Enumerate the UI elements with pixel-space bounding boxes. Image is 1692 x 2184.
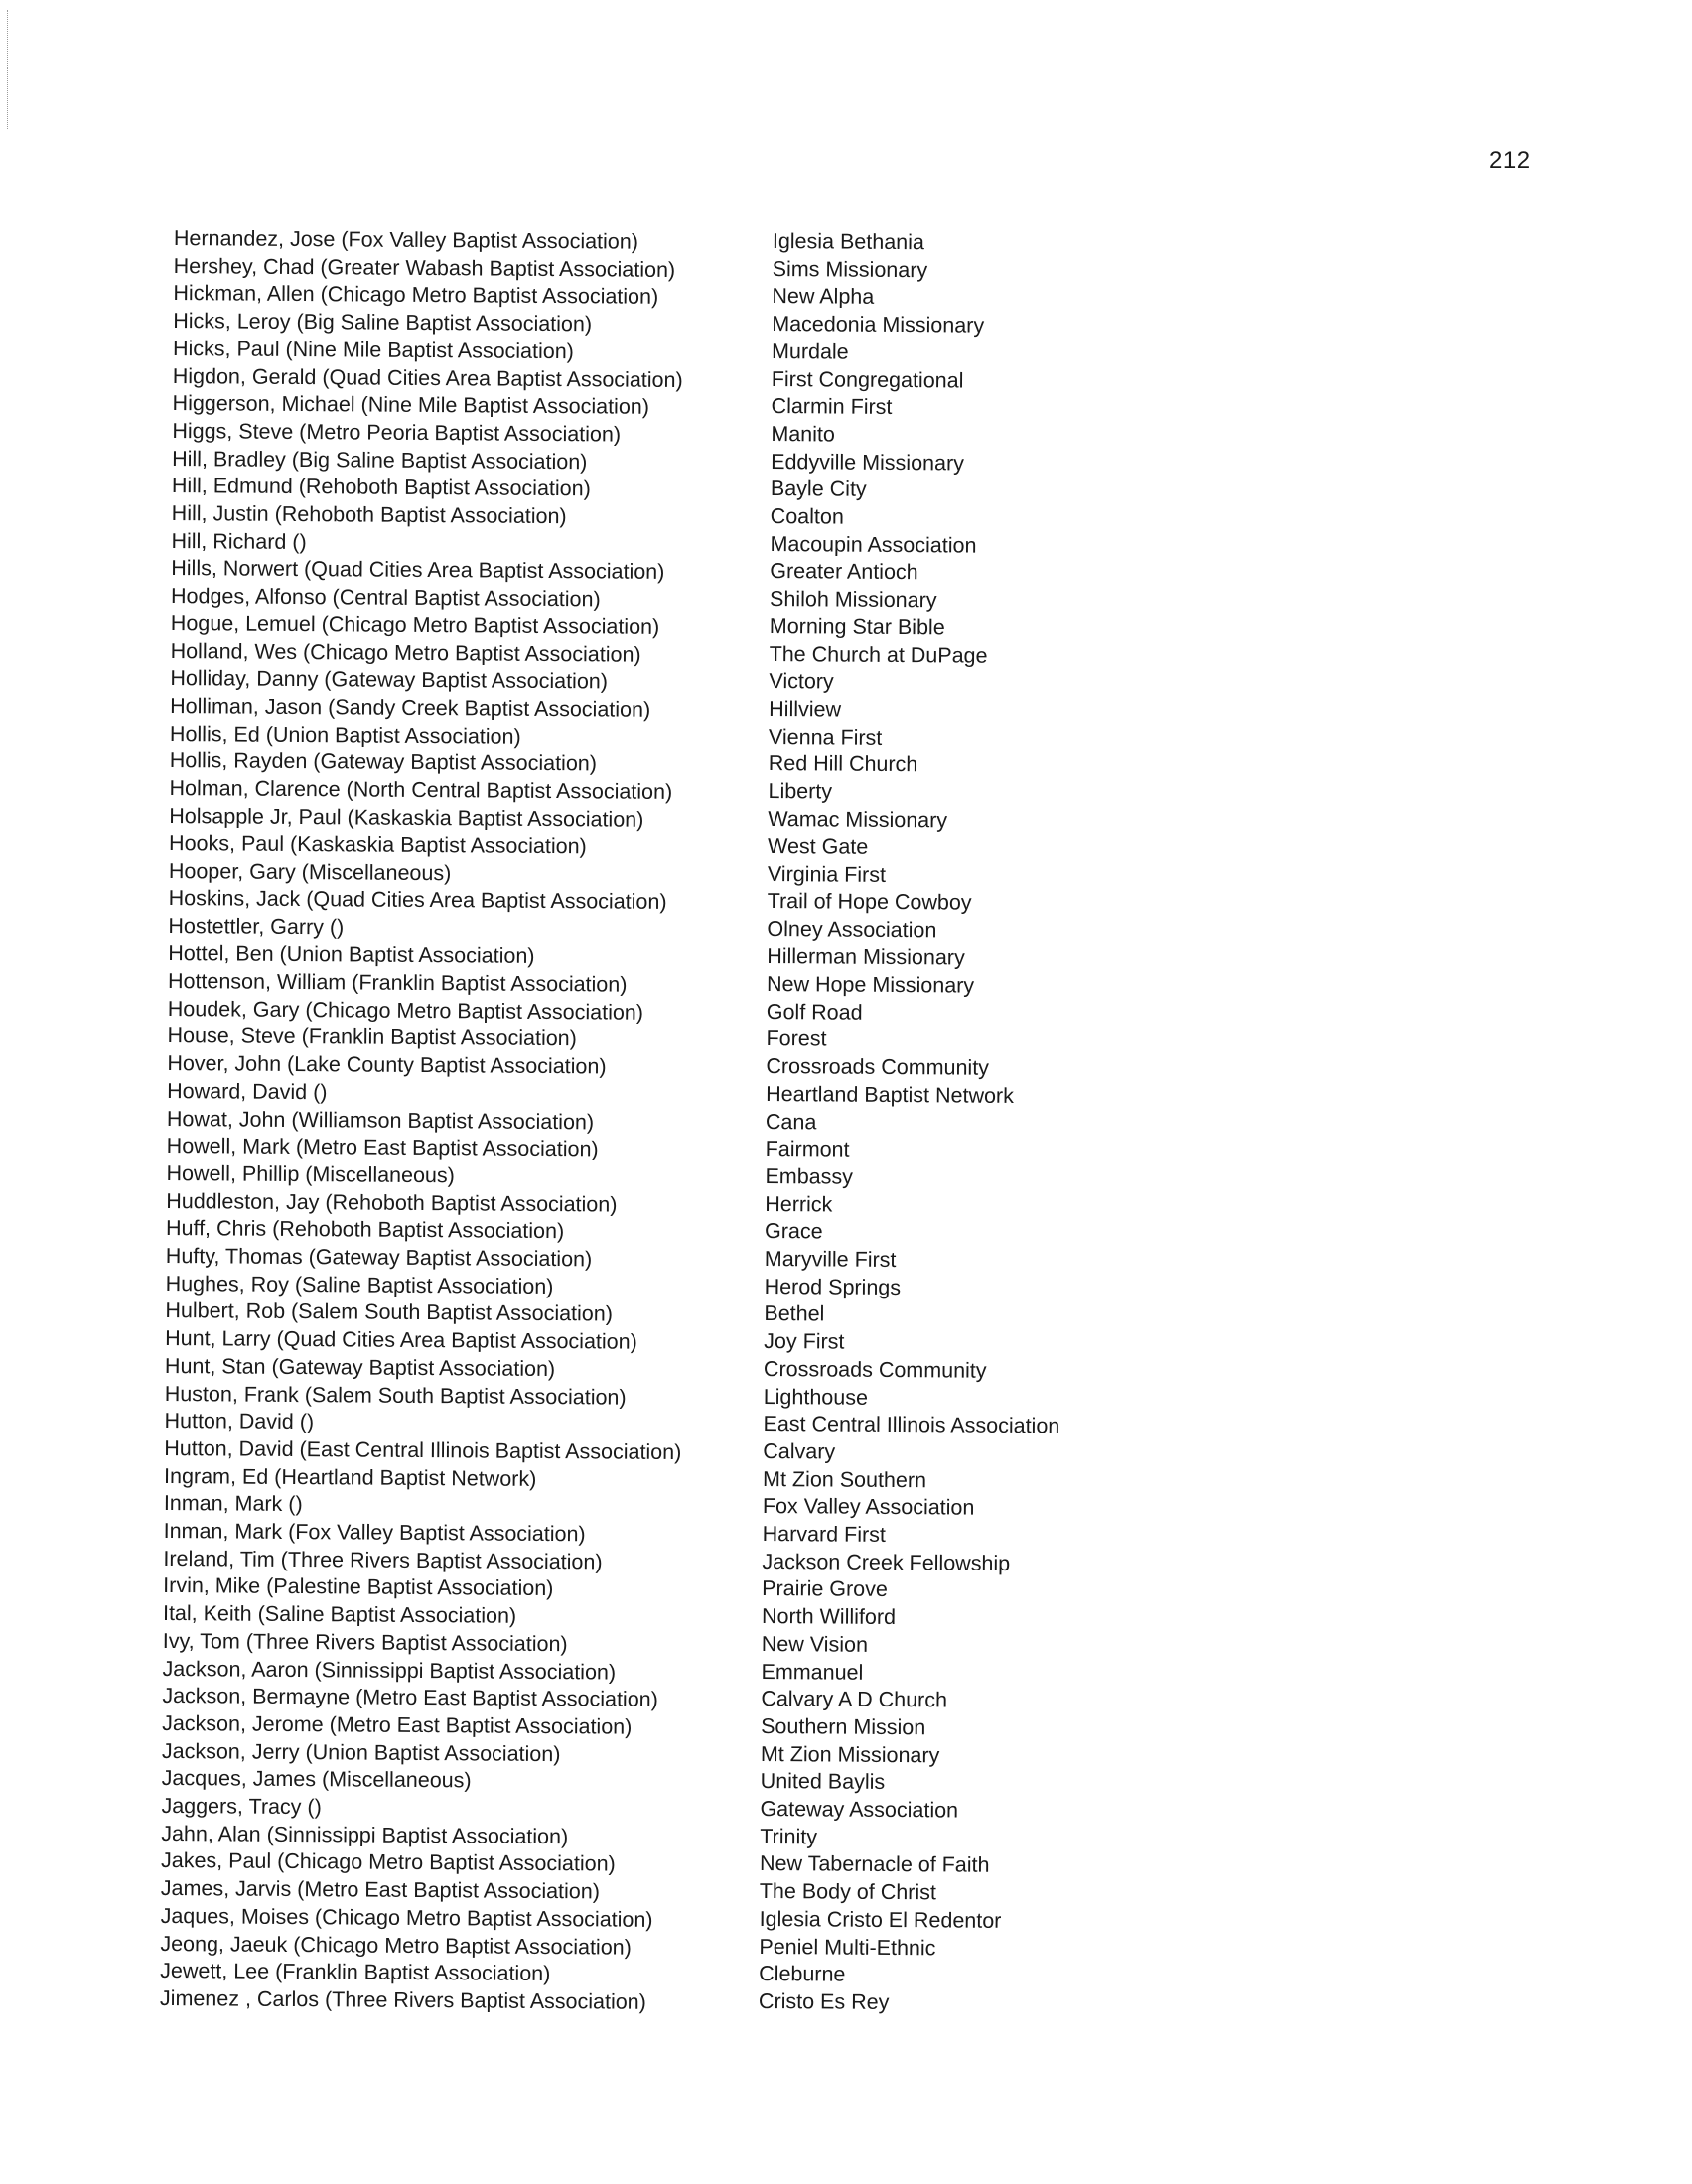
name-entry: Higgs, Steve (Metro Peoria Baptist Association): [172, 418, 622, 447]
name-entry: Hill, Richard (): [171, 528, 307, 554]
name-entry: Howard, David (): [167, 1078, 328, 1105]
name-entry: Jeong, Jaeuk (Chicago Metro Baptist Association): [160, 1931, 632, 1960]
church-entry: Peniel Multi-Ethnic: [759, 1934, 936, 1960]
church-entry: Crossroads Community: [766, 1054, 990, 1080]
church-entry: Red Hill Church: [768, 751, 918, 777]
name-entry: Huston, Frank (Salem South Baptist Association): [164, 1381, 627, 1410]
names-column: [160, 225, 691, 2017]
church-entry: Forest: [766, 1026, 827, 1051]
name-entry: Higdon, Gerald (Quad Cities Area Baptist Association): [172, 363, 683, 392]
name-entry: Jackson, Jerome (Metro East Baptist Association): [162, 1710, 633, 1739]
name-entry: Hunt, Stan (Gateway Baptist Association): [164, 1353, 556, 1381]
church-entry: The Church at DuPage: [769, 641, 988, 668]
church-entry: Hillerman Missionary: [767, 944, 965, 970]
church-entry: Trinity: [760, 1824, 818, 1849]
name-entry: Hutton, David (): [164, 1409, 315, 1434]
name-entry: Jahn, Alan (Sinnissippi Baptist Association): [161, 1821, 569, 1848]
name-entry: Irvin, Mike (Palestine Baptist Association): [163, 1573, 554, 1601]
church-entry: Fox Valley Association: [762, 1494, 975, 1520]
name-entry: Hill, Edmund (Rehoboth Baptist Association): [171, 474, 591, 501]
name-entry: Hottenson, William (Franklin Baptist Association): [167, 968, 628, 997]
name-entry: Jackson, Aaron (Sinnissippi Baptist Association): [162, 1656, 617, 1685]
name-entry: Holliday, Danny (Gateway Baptist Association): [170, 666, 609, 694]
church-entry: Victory: [769, 669, 834, 694]
church-entry: Cleburne: [759, 1962, 846, 1986]
church-entry: United Baylis: [760, 1769, 886, 1795]
church-entry: East Central Illinois Association: [763, 1412, 1060, 1438]
name-entry: Jimenez , Carlos (Three Rivers Baptist Association): [159, 1985, 646, 2014]
church-entry: Macedonia Missionary: [772, 312, 985, 338]
name-entry: Ireland, Tim (Three Rivers Baptist Association): [163, 1546, 603, 1574]
church-entry: Crossroads Community: [763, 1356, 987, 1383]
church-entry: New Hope Missionary: [766, 971, 975, 998]
name-entry: Hostettler, Garry (): [168, 913, 345, 939]
name-entry: Huff, Chris (Rehoboth Baptist Association): [165, 1216, 565, 1244]
church-entry: Iglesia Bethania: [772, 228, 924, 255]
name-entry: Hernandez, Jose (Fox Valley Baptist Association): [173, 225, 639, 254]
name-entry: Hollis, Rayden (Gateway Baptist Association): [169, 749, 598, 776]
church-entry: Calvary: [763, 1438, 836, 1464]
church-entry: Grace: [764, 1219, 823, 1244]
church-entry: Macoupin Association: [770, 531, 977, 558]
church-entry: Olney Association: [767, 916, 937, 942]
name-entry: Hollis, Ed (Union Baptist Association): [169, 721, 521, 749]
churches-column: [759, 228, 1069, 2018]
church-entry: Jackson Creek Fellowship: [762, 1549, 1011, 1575]
name-entry: Jackson, Jerry (Union Baptist Association): [161, 1738, 561, 1766]
page-number: 212: [1489, 147, 1531, 174]
name-entry: Howell, Mark (Metro East Baptist Association): [166, 1134, 599, 1161]
name-entry: James, Jarvis (Metro East Baptist Association): [160, 1876, 601, 1904]
name-entry: Holland, Wes (Chicago Metro Baptist Association): [170, 638, 641, 667]
church-entry: Embassy: [765, 1163, 854, 1189]
name-entry: Jewett, Lee (Franklin Baptist Association): [160, 1959, 551, 1986]
church-entry: Murdale: [771, 339, 849, 364]
church-entry: Herod Springs: [764, 1274, 902, 1299]
church-entry: Mt Zion Southern: [763, 1466, 927, 1492]
church-entry: Manito: [771, 421, 836, 447]
church-entry: New Vision: [761, 1631, 869, 1657]
name-entry: Ital, Keith (Saline Baptist Association): [162, 1601, 517, 1628]
name-entry: Hershey, Chad (Greater Wabash Baptist Association): [173, 253, 676, 282]
name-entry: Hill, Justin (Rehoboth Baptist Association): [171, 501, 567, 529]
church-entry: Prairie Grove: [762, 1576, 888, 1602]
name-entry: Hicks, Paul (Nine Mile Baptist Association): [172, 336, 574, 363]
name-entry: Hunt, Larry (Quad Cities Area Baptist Association): [165, 1326, 637, 1354]
church-entry: Cristo Es Rey: [758, 1988, 890, 2014]
name-entry: Hoskins, Jack (Quad Cities Area Baptist Association): [168, 886, 667, 914]
church-entry: Morning Star Bible: [769, 614, 945, 640]
church-entry: North Williford: [761, 1604, 897, 1630]
name-entry: Howat, John (Williamson Baptist Association): [166, 1106, 595, 1134]
name-entry: Huddleston, Jay (Rehoboth Baptist Association): [166, 1188, 618, 1217]
church-entry: Joy First: [764, 1329, 845, 1354]
name-entry: Ingram, Ed (Heartland Baptist Network): [164, 1463, 537, 1491]
name-entry: Hufty, Thomas (Gateway Baptist Association): [165, 1243, 593, 1272]
name-entry: Hogue, Lemuel (Chicago Metro Baptist Association): [170, 611, 660, 639]
church-entry: West Gate: [768, 834, 869, 860]
church-entry: Herrick: [765, 1191, 833, 1217]
name-entry: Hulbert, Rob (Salem South Baptist Association): [165, 1298, 614, 1326]
name-entry: Jaques, Moises (Chicago Metro Baptist Association): [160, 1903, 653, 1932]
name-entry: Hickman, Allen (Chicago Metro Baptist Association): [173, 281, 659, 310]
name-entry: Jackson, Bermayne (Metro East Baptist Association): [162, 1684, 658, 1712]
name-entry: Hicks, Leroy (Big Saline Baptist Association): [173, 309, 593, 337]
church-entry: Heartland Baptist Network: [766, 1081, 1014, 1108]
church-entry: New Alpha: [772, 284, 875, 310]
scan-edge-mark: [7, 10, 10, 129]
name-entry: Ivy, Tom (Three Rivers Baptist Association): [162, 1628, 568, 1657]
church-entry: Trail of Hope Cowboy: [767, 888, 972, 915]
church-entry: Shiloh Missionary: [769, 587, 937, 613]
church-entry: Fairmont: [765, 1137, 850, 1161]
name-entry: Howell, Phillip (Miscellaneous): [166, 1160, 455, 1188]
church-entry: Liberty: [768, 779, 833, 804]
name-entry: Hooks, Paul (Kaskaskia Baptist Association): [169, 831, 587, 859]
name-entry: Jacques, James (Miscellaneous): [161, 1766, 472, 1793]
church-entry: Clarmin First: [771, 394, 893, 420]
church-entry: Bethel: [764, 1301, 825, 1326]
name-entry: Jakes, Paul (Chicago Metro Baptist Association): [160, 1848, 616, 1877]
name-entry: Inman, Mark (): [163, 1491, 303, 1517]
church-entry: Greater Antioch: [770, 559, 918, 585]
name-entry: Holsapple Jr, Paul (Kaskaskia Baptist Association): [169, 803, 644, 832]
name-entry: Higgerson, Michael (Nine Mile Baptist Association): [172, 391, 650, 419]
church-entry: Iglesia Cristo El Redentor: [759, 1906, 1002, 1933]
church-entry: Cana: [765, 1109, 817, 1134]
name-entry: Jaggers, Tracy (): [161, 1794, 322, 1820]
church-entry: Southern Mission: [761, 1713, 926, 1740]
church-entry: Vienna First: [768, 724, 883, 750]
name-entry: Hughes, Roy (Saline Baptist Association): [165, 1271, 554, 1298]
church-entry: New Tabernacle of Faith: [759, 1851, 990, 1878]
church-entry: Lighthouse: [763, 1384, 869, 1410]
name-entry: Hottel, Ben (Union Baptist Association): [168, 941, 535, 969]
church-entry: Maryville First: [764, 1246, 897, 1273]
church-entry: Calvary A D Church: [761, 1687, 948, 1712]
name-entry: Holman, Clarence (North Central Baptist Association): [169, 776, 673, 805]
name-entry: Hutton, David (East Central Illinois Baptist Association): [164, 1435, 682, 1464]
church-entry: Virginia First: [767, 862, 887, 887]
name-entry: Holliman, Jason (Sandy Creek Baptist Association): [170, 693, 651, 722]
name-entry: Houdek, Gary (Chicago Metro Baptist Association): [167, 996, 644, 1024]
church-entry: The Body of Christ: [759, 1879, 936, 1905]
church-entry: Wamac Missionary: [768, 806, 948, 833]
church-entry: Eddyville Missionary: [771, 449, 965, 476]
church-entry: Hillview: [769, 696, 842, 722]
name-entry: Hills, Norwert (Quad Cities Area Baptist Association): [171, 556, 665, 585]
church-entry: Mt Zion Missionary: [760, 1741, 940, 1768]
church-entry: Emmanuel: [761, 1659, 864, 1685]
name-entry: House, Steve (Franklin Baptist Association): [167, 1024, 577, 1051]
name-entry: Inman, Mark (Fox Valley Baptist Association): [163, 1519, 586, 1547]
church-entry: Gateway Association: [760, 1797, 959, 1823]
church-entry: First Congregational: [771, 366, 964, 393]
church-entry: Bayle City: [770, 477, 867, 502]
name-entry: Hooper, Gary (Miscellaneous): [168, 859, 452, 886]
name-entry: Hover, John (Lake County Baptist Association): [167, 1051, 607, 1079]
church-entry: Coalton: [770, 504, 844, 529]
church-entry: Sims Missionary: [772, 256, 928, 282]
name-entry: Hodges, Alfonso (Central Baptist Association): [170, 584, 601, 612]
name-entry: Hill, Bradley (Big Saline Baptist Association): [172, 446, 588, 474]
church-entry: Golf Road: [766, 999, 863, 1024]
church-entry: Harvard First: [762, 1522, 886, 1547]
